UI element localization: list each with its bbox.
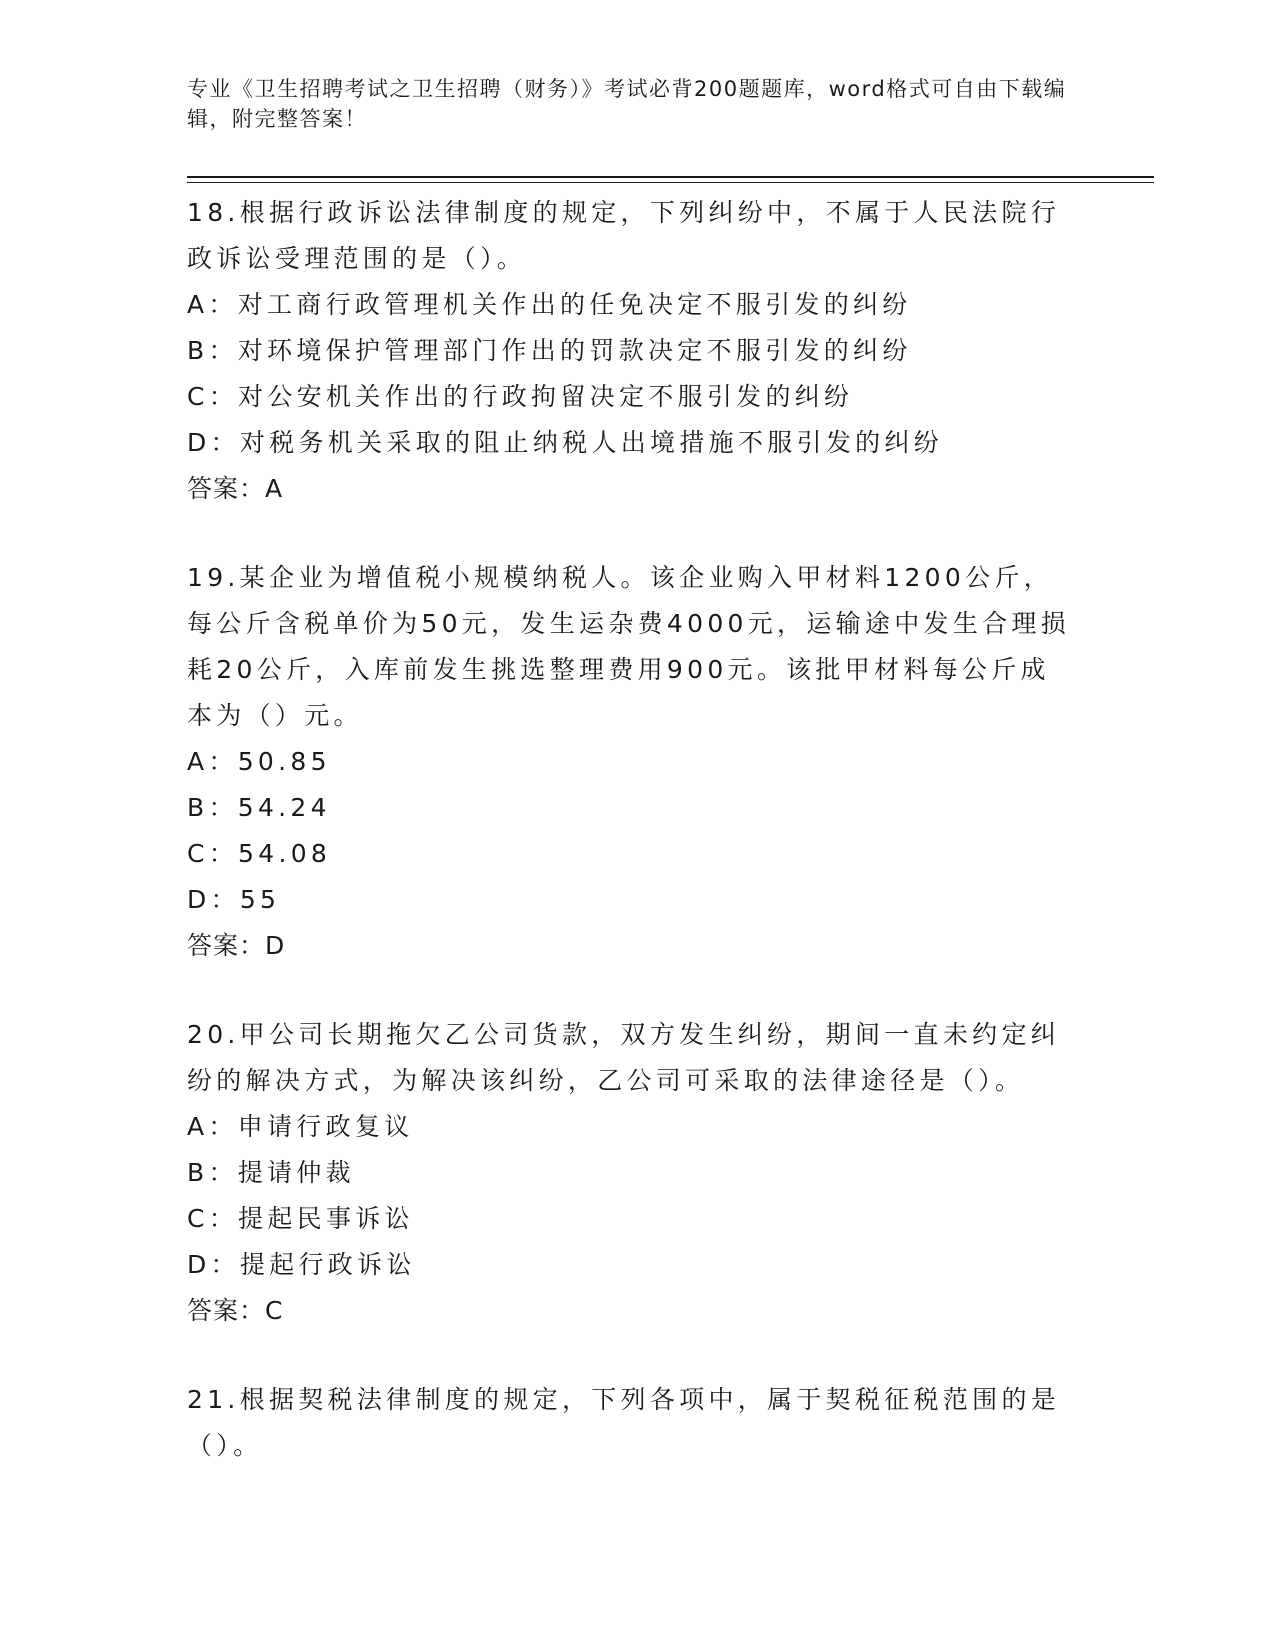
option-b: B：提请仲裁 [187,1158,355,1187]
answer: 答案：A [187,474,284,503]
question-19 [187,555,1077,969]
option-b: B：54.24 [187,793,331,822]
option-c: C：提起民事诉讼 [187,1204,414,1233]
option-d: D：对税务机关采取的阻止纳税人出境措施不服引发的纠纷 [187,428,944,457]
answer: 答案：C [187,1296,284,1325]
question-21 [187,1377,1077,1469]
question-stem: 18.根据行政诉讼法律制度的规定，下列纠纷中，不属于人民法院行政诉讼受理范围的是（）。 [187,198,1061,273]
question-stem: 21.根据契税法律制度的规定，下列各项中，属于契税征税范围的是（）。 [187,1385,1061,1460]
option-c: C：对公安机关作出的行政拘留决定不服引发的纠纷 [187,382,854,411]
option-d: D：55 [187,885,281,914]
option-a: A：对工商行政管理机关作出的任免决定不服引发的纠纷 [187,290,912,319]
document-header: 专业《卫生招聘考试之卫生招聘（财务）》考试必背200题题库，word格式可自由下载编辑，附完整答案！ [187,77,1067,131]
header-divider-thin [187,182,1154,183]
question-stem: 19.某企业为增值税小规模纳税人。该企业购入甲材料1200公斤，每公斤含税单价为50元，发生运杂费4000元，运输途中发生合理损耗20公斤，入库前发生挑选整理费用900元。该批甲材料每公斤成本为（）元。 [187,563,1071,730]
option-b: B：对环境保护管理部门作出的罚款决定不服引发的纠纷 [187,336,912,365]
question-stem: 20.甲公司长期拖欠乙公司货款，双方发生纠纷，期间一直未约定纠纷的解决方式，为解决该纠纷，乙公司可采取的法律途径是（）。 [187,1020,1061,1095]
header-divider-thick [187,176,1154,178]
question-20 [187,1012,1077,1334]
option-a: A：50.85 [187,747,331,776]
answer: 答案：D [187,931,286,960]
option-a: A：申请行政复议 [187,1112,414,1141]
option-c: C：54.08 [187,839,332,868]
question-18 [187,190,1077,512]
option-d: D：提起行政诉讼 [187,1250,416,1279]
